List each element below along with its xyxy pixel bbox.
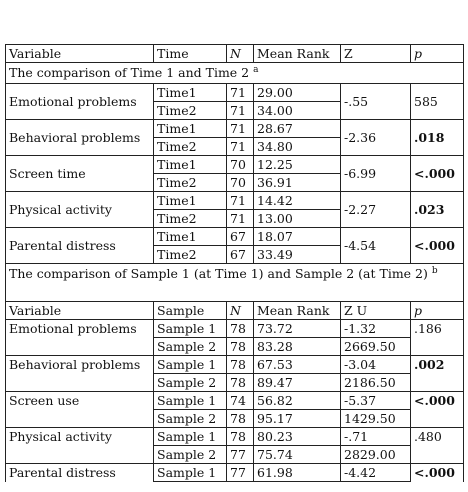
table-row (6, 320, 464, 338)
time-cell: Time1 (154, 120, 227, 138)
n-cell: 78 (227, 428, 254, 446)
n-cell: 70 (227, 174, 254, 192)
column-header: p (411, 45, 464, 63)
mean-rank-cell: 56.82 (254, 392, 341, 410)
p-cell: .002 (411, 356, 464, 374)
section-title-text: The comparison of Sample 1 (at Time 1) and Sample 2 (at Time 2) (9, 266, 428, 281)
sample-cell: Sample 2 (154, 374, 227, 392)
mean-rank-cell: 29.00 (254, 84, 341, 102)
z-cell: -.55 (341, 84, 411, 120)
zu-cell: -4.42 (341, 464, 411, 482)
column-header: Z U (341, 302, 411, 320)
n-cell: 71 (227, 210, 254, 228)
table-row (6, 228, 464, 246)
column-header: Variable (6, 45, 154, 63)
table-row (6, 356, 464, 374)
table-row (6, 374, 464, 392)
zu-cell: 2829.00 (341, 446, 411, 464)
n-cell: 71 (227, 138, 254, 156)
variable-cell-empty (6, 446, 154, 464)
time-cell: Time2 (154, 174, 227, 192)
n-cell: 71 (227, 84, 254, 102)
p-cell: .480 (411, 428, 464, 446)
time-cell: Time1 (154, 84, 227, 102)
sample-cell: Sample 2 (154, 338, 227, 356)
p-cell: .186 (411, 320, 464, 338)
variable-cell: Behavioral problems (6, 356, 154, 374)
zu-cell: -.71 (341, 428, 411, 446)
zu-cell: -3.04 (341, 356, 411, 374)
variable-cell-empty (6, 374, 154, 392)
variable-cell: Emotional problems (6, 320, 154, 338)
n-cell: 74 (227, 392, 254, 410)
n-cell: 67 (227, 228, 254, 246)
table-row (6, 446, 464, 464)
sample-cell: Sample 1 (154, 320, 227, 338)
p-cell: .018 (411, 120, 464, 156)
mean-rank-cell: 28.67 (254, 120, 341, 138)
zu-cell: 2186.50 (341, 374, 411, 392)
mean-rank-cell: 83.28 (254, 338, 341, 356)
p-cell: <.000 (411, 392, 464, 410)
p-cell: <.000 (411, 228, 464, 264)
table-row (6, 392, 464, 410)
mean-rank-cell: 75.74 (254, 446, 341, 464)
n-cell: 71 (227, 192, 254, 210)
column-header: Sample (154, 302, 227, 320)
time-cell: Time1 (154, 192, 227, 210)
z-cell: -6.99 (341, 156, 411, 192)
time-cell: Time2 (154, 138, 227, 156)
mean-rank-cell: 80.23 (254, 428, 341, 446)
variable-cell: Emotional problems (6, 84, 154, 120)
variable-cell: Screen use (6, 392, 154, 410)
results-table (5, 44, 464, 482)
column-header: p (411, 302, 464, 320)
n-cell: 67 (227, 246, 254, 264)
header-row (6, 302, 464, 320)
n-cell: 78 (227, 356, 254, 374)
mean-rank-cell: 61.98 (254, 464, 341, 482)
zu-cell: 1429.50 (341, 410, 411, 428)
column-header: Variable (6, 302, 154, 320)
mean-rank-cell: 13.00 (254, 210, 341, 228)
time-cell: Time2 (154, 210, 227, 228)
table-row (6, 192, 464, 210)
mean-rank-cell: 33.49 (254, 246, 341, 264)
p-cell-empty (411, 374, 464, 392)
z-cell: -2.36 (341, 120, 411, 156)
mean-rank-cell: 18.07 (254, 228, 341, 246)
time-cell: Time1 (154, 228, 227, 246)
mean-rank-cell: 36.91 (254, 174, 341, 192)
mean-rank-cell: 14.42 (254, 192, 341, 210)
table-row (6, 464, 464, 482)
column-header: Time (154, 45, 227, 63)
p-cell: 585 (411, 84, 464, 120)
n-cell: 78 (227, 374, 254, 392)
n-cell: 70 (227, 156, 254, 174)
p-cell-empty (411, 410, 464, 428)
mean-rank-cell: 34.00 (254, 102, 341, 120)
footnote-marker: b (431, 265, 438, 276)
mean-rank-cell: 12.25 (254, 156, 341, 174)
variable-cell: Parental distress (6, 464, 154, 482)
variable-cell-empty (6, 410, 154, 428)
section-title (6, 264, 464, 302)
zu-cell: -5.37 (341, 392, 411, 410)
mean-rank-cell: 34.80 (254, 138, 341, 156)
section-row (6, 264, 464, 302)
p-cell: <.000 (411, 156, 464, 192)
section-row (6, 63, 464, 84)
variable-cell: Screen time (6, 156, 154, 192)
sample-cell: Sample 2 (154, 410, 227, 428)
sample-cell: Sample 1 (154, 356, 227, 374)
table-row (6, 338, 464, 356)
time-cell: Time2 (154, 246, 227, 264)
variable-cell: Physical activity (6, 192, 154, 228)
footnote-marker: a (253, 64, 259, 75)
n-cell: 77 (227, 446, 254, 464)
p-cell-empty (411, 338, 464, 356)
column-header: N (227, 45, 254, 63)
z-cell: -4.54 (341, 228, 411, 264)
n-cell: 71 (227, 102, 254, 120)
n-cell: 78 (227, 338, 254, 356)
section-title-text: The comparison of Time 1 and Time 2 (9, 65, 250, 80)
table-row (6, 120, 464, 138)
n-cell: 78 (227, 320, 254, 338)
variable-cell-empty (6, 338, 154, 356)
p-cell: .023 (411, 192, 464, 228)
column-header: Z (341, 45, 411, 63)
variable-cell: Behavioral problems (6, 120, 154, 156)
variable-cell: Physical activity (6, 428, 154, 446)
zu-cell: 2669.50 (341, 338, 411, 356)
time-cell: Time1 (154, 156, 227, 174)
mean-rank-cell: 67.53 (254, 356, 341, 374)
mean-rank-cell: 89.47 (254, 374, 341, 392)
p-cell-empty (411, 446, 464, 464)
sample-cell: Sample 2 (154, 446, 227, 464)
column-header: Mean Rank (254, 302, 341, 320)
mean-rank-cell: 95.17 (254, 410, 341, 428)
sample-cell: Sample 1 (154, 464, 227, 482)
variable-cell: Parental distress (6, 228, 154, 264)
time-cell: Time2 (154, 102, 227, 120)
sample-cell: Sample 1 (154, 428, 227, 446)
n-cell: 78 (227, 410, 254, 428)
zu-cell: -1.32 (341, 320, 411, 338)
n-cell: 77 (227, 464, 254, 482)
sample-cell: Sample 1 (154, 392, 227, 410)
column-header: Mean Rank (254, 45, 341, 63)
table-row (6, 428, 464, 446)
p-cell: <.000 (411, 464, 464, 482)
section-title (6, 63, 464, 84)
table-row (6, 410, 464, 428)
header-row (6, 45, 464, 63)
column-header: N (227, 302, 254, 320)
n-cell: 71 (227, 120, 254, 138)
mean-rank-cell: 73.72 (254, 320, 341, 338)
table-row (6, 156, 464, 174)
z-cell: -2.27 (341, 192, 411, 228)
table-row (6, 84, 464, 102)
